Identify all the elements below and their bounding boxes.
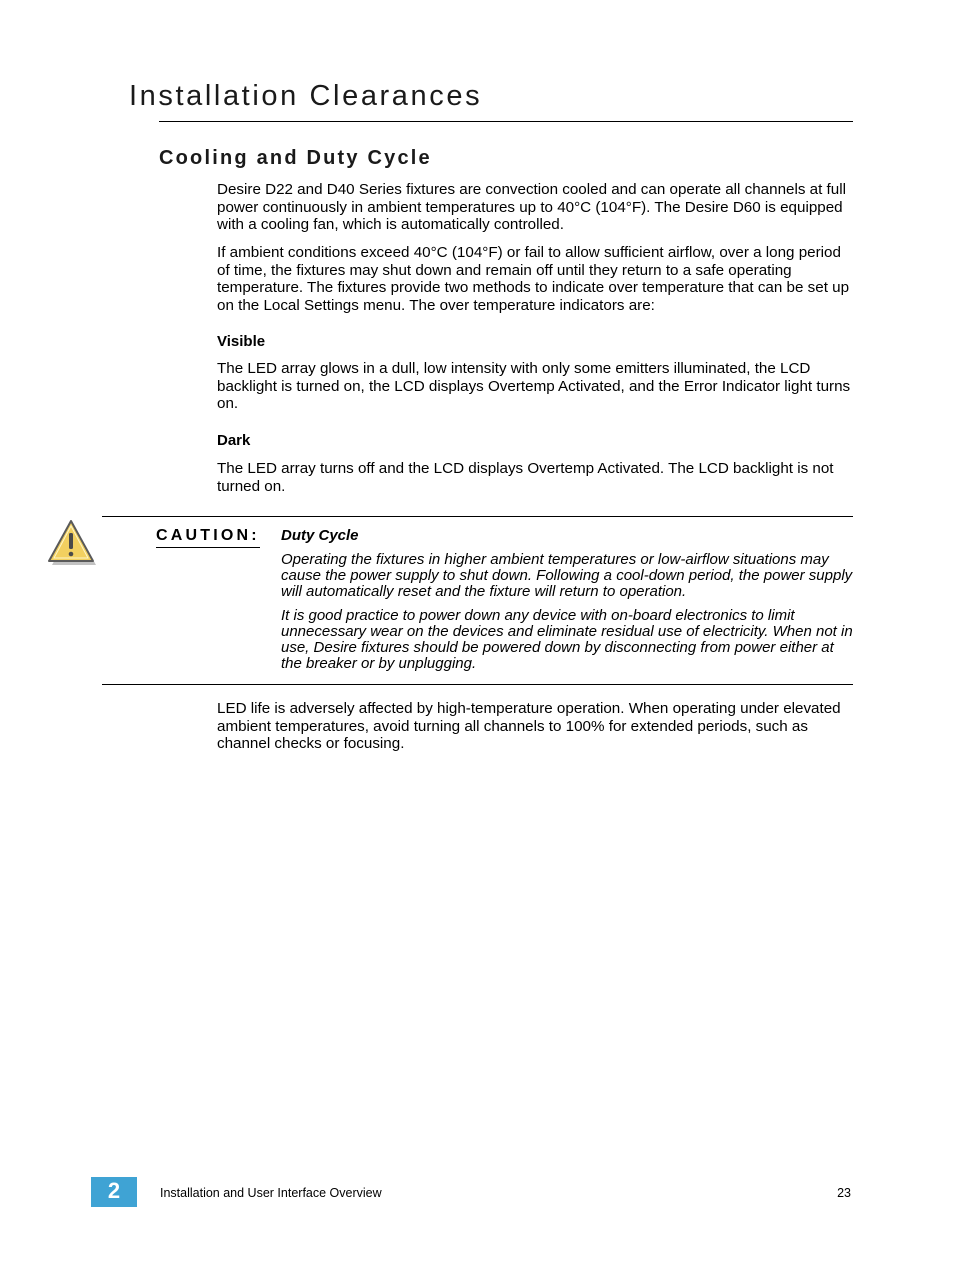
dark-heading: Dark [217,432,251,449]
caution-bottom-divider [102,684,853,685]
page-number: 23 [837,1186,851,1200]
caution-paragraph: It is good practice to power down any device with on-board electronics to limit unnecessary wear on the devices and eliminate residual use of electricity. When not in use, Desire fixtures should be powered down by disconnecting from power either at the breaker or by unplugging. [281,607,853,672]
intro-paragraph: Desire D22 and D40 Series fixtures are convection cooled and can operate all channels at full power continuously in ambient temperatures up to 40°C (104°F). The Desire D60 is equipped with a cooling fan, which is automatically controlled. [217,181,846,234]
footer-chapter-title: Installation and User Interface Overview [160,1186,382,1200]
section-heading: Cooling and Duty Cycle [159,147,432,169]
title-divider [159,121,853,122]
ambient-paragraph: If ambient conditions exceed 40°C (104°F) or fail to allow sufficient airflow, over a long period of time, the fixtures may shut down and remain off until they return to a safe operating temperature. The fixtures provide two methods to indicate over temperature that can be set up on the Local Settings menu. The over temperature indicators are: [217,244,850,314]
chapter-number-badge: 2 [91,1177,137,1207]
caution-label: CAUTION: [156,526,260,548]
warning-triangle-icon [46,518,98,568]
dark-paragraph: The LED array turns off and the LCD displays Overtemp Activated. The LCD backlight is not turned on. [217,460,834,495]
page-title: Installation Clearances [129,80,483,112]
caution-title: Duty Cycle [281,527,359,544]
visible-heading: Visible [217,333,266,350]
closing-paragraph: LED life is adversely affected by high-temperature operation. When operating under elevated ambient temperatures, avoid turning all channels to 100% for extended periods, such as channel checks or focusing. [217,700,841,753]
caution-top-divider [102,516,853,517]
caution-paragraph: Operating the fixtures in higher ambient temperatures or low-airflow situations may cause the power supply to shut down. Following a cool-down period, the power supply will automatically reset and the fixture will return to operation. [281,551,853,600]
visible-paragraph: The LED array glows in a dull, low intensity with only some emitters illuminated, the LCD backlight is turned on, the LCD displays Overtemp Activated, and the Error Indicator light turns on. [217,360,851,413]
